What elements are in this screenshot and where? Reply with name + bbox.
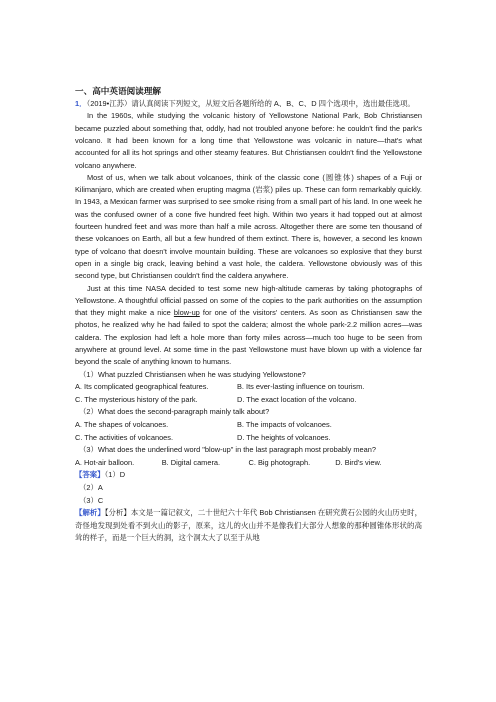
- option-b: B. Its ever-lasting influence on tourism.: [237, 382, 365, 392]
- question-1-options-row-1: [75, 381, 422, 394]
- passage-paragraph-2: Most of us, when we talk about volcanoes, think of the classic cone (圆锥体) shapes of a Fuji or Kilimanjaro, which are created when erupting magma (岩浆) piles up. These can form remarkably quickly. In 1943, a Mexican farmer was surprised to see smoke rising from a small part of his land. In one week he was the confused owner of a cone five hundred feet high. Within two years it had topped out at almost fourteen hundred feet and was more than half a mile across. Altogether there are some ten thousand of these volcanoes on Earth, all but a few hundred of them extinct. There is, however, a second les known type of volcano that doesn't involve mountain building. These are volcanoes so explosive that they burst open in a single big crack, leaving behind a vast hole, the caldera. Yellowstone obviously was of this second type, but Christiansen couldn't find the caldera anywhere.: [75, 172, 422, 281]
- option-d: D. Bird's view.: [335, 457, 382, 467]
- analysis-tag: 【解析】: [75, 508, 105, 518]
- answer-tag: 【答案】: [75, 470, 105, 480]
- option-a: A. The shapes of volcanoes.: [75, 420, 169, 430]
- answer-3: （3）C: [79, 495, 104, 505]
- analysis-text: 【解析】【分析】本文是一篇记叙文，二十世纪六十年代 Bob Christiansen 在研究黄石公园的火山历史时，奇怪地发现到处看不到火山的影子，原来，这儿的火山并不是像我们大部分人想象的那种圆锥体形状的高耸的样子，而是一个巨大的洞，这个洞太大了以至于从地: [75, 508, 422, 542]
- document-page: [75, 85, 422, 544]
- passage-paragraph-1: In the 1960s, while studying the volcanic history of Yellowstone National Park, Bob Christiansen became puzzled about something that, oddly, had not troubled anyone before: he couldn't find the park's volcano. It had been known for a long time that Yellowstone was volcanic in nature—that's what accounted for all its hot springs and other steamy features. But Christiansen couldn't find the Yellowstone volcano anywhere.: [75, 111, 422, 170]
- question-1-options-row-2: [75, 394, 422, 407]
- question-2-options-row-1: [75, 419, 422, 432]
- answer-line: [75, 469, 422, 482]
- answer-2: （2）A: [79, 482, 103, 492]
- question-1-stem: （1）What puzzled Christiansen when he was studying Yellowstone?: [79, 369, 306, 379]
- section-title: 一、高中英语阅读理解: [75, 86, 161, 96]
- question-2-options-row-2: [75, 432, 422, 445]
- question-2-stem: （2）What does the second-paragraph mainly talk about?: [79, 407, 270, 417]
- question-3-options-row: [75, 457, 422, 470]
- option-b: B. Digital camera.: [161, 457, 221, 467]
- question-number: 1．: [75, 99, 87, 108]
- option-a: A. Its complicated geographical features.: [75, 382, 209, 392]
- answer-1: （1）D: [104, 470, 126, 480]
- underlined-word: blow-up: [173, 308, 200, 318]
- option-d: D. The exact location of the volcano.: [237, 394, 357, 404]
- option-a: A. Hot-air balloon.: [75, 457, 135, 467]
- option-c: C. The mysterious history of the park.: [75, 394, 198, 404]
- question-3-stem: （3）What does the underlined word "blow-up" in the last paragraph most probably mean?: [79, 445, 376, 455]
- option-b: B. The impacts of volcanoes.: [237, 420, 332, 430]
- option-c: C. The activities of volcanoes.: [75, 432, 174, 442]
- option-d: D. The heights of volcanoes.: [237, 432, 331, 442]
- option-c: C. Big photograph.: [248, 457, 311, 467]
- passage-paragraph-3: Just at this time NASA decided to test some new high-altitude cameras by taking photographs of Yellowstone. A thoughtful official passed on some of the copies to the park authorities on the assumption that they might make a nice blow-up for one of the visitors' centers. As soon as Christiansen saw the photos, he realized why he had failed to spot the caldera; almost the whole park-2.2 million acres—was caldera. The explosion had left a hole more than forty miles across—much too huge to be seen from anywhere at ground level. At some time in the past Yellowstone must have blown up with a violence far beyond the scale of anything known to humans.: [75, 283, 422, 367]
- question-source: （2019•江苏）请认真阅读下列短文，从短文后各题所给的 A、B、C、D 四个选项中，选出最佳选项。: [86, 99, 415, 108]
- question-intro: [75, 98, 422, 110]
